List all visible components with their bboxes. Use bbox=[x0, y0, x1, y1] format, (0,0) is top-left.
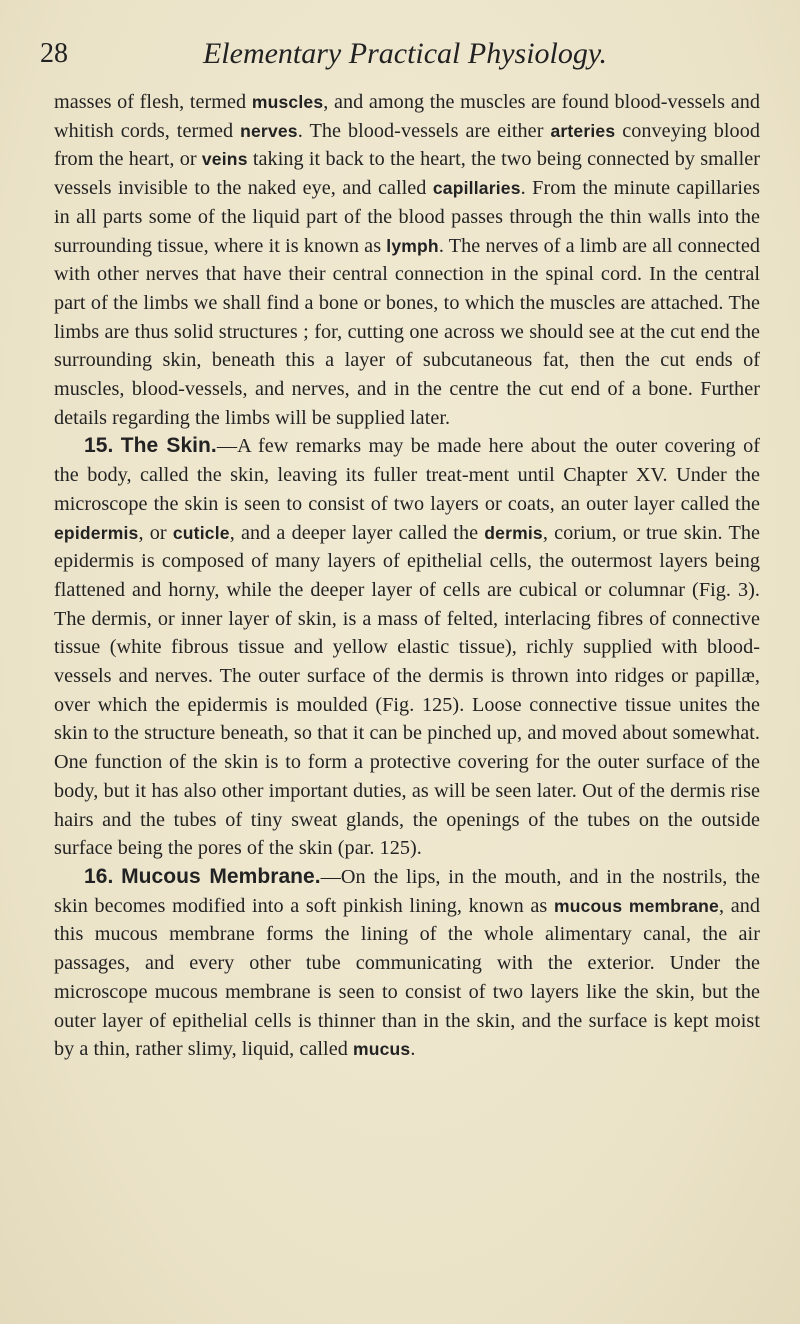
paragraph-limbs bbox=[54, 88, 760, 432]
text-run: —On the lips, in the mouth, and in the nostrils, the skin becomes modified into a soft pinkish lining, known as bbox=[54, 865, 761, 917]
running-title: Elementary Practical Physiology. bbox=[202, 37, 608, 70]
text-run: . bbox=[410, 1038, 416, 1061]
term-muscles: muscles bbox=[251, 92, 324, 112]
body-text bbox=[54, 88, 760, 1064]
text-run: , and among the muscles are found blood-vessels and whitish cords, termed bbox=[54, 91, 760, 142]
text-run: —A few remarks may be made here about the outer covering of the body, called the skin, leaving its fuller treat-ment until Chapter XV. Under the microscope the skin is seen to consist of two layers or coats, an outer layer called the bbox=[54, 435, 760, 515]
term-nerves: nerves bbox=[240, 120, 298, 141]
term-dermis: dermis bbox=[484, 522, 543, 543]
section-16-mucous-membrane bbox=[54, 863, 760, 1064]
section-number: 16. bbox=[84, 864, 114, 888]
text-run: , and a deeper layer called the bbox=[229, 521, 485, 544]
text-run: , and this mucous membrane forms the lining of the whole alimentary canal, the air passages, and every other tube communicating with the exterior. Under the microscope mucous membrane is seen to consist of two layers like the skin, but the outer layer of epithelial cells is thinner than in the skin, and the surface is kept moist by a thin, rather slimy, liquid, called bbox=[54, 894, 760, 1061]
text-run: conveying blood from the heart, or bbox=[54, 119, 760, 171]
term-mucous-membrane: mucous membrane bbox=[553, 895, 719, 916]
section-15-the-skin bbox=[54, 432, 760, 863]
page-header bbox=[40, 34, 770, 74]
section-number: 15. bbox=[84, 434, 114, 458]
term-cuticle: cuticle bbox=[172, 522, 230, 543]
text-run: taking it back to the heart, the two being connected by smaller vessels invisible to the naked eye, and called bbox=[54, 148, 761, 200]
text-run: . The blood-vessels are either bbox=[297, 119, 551, 142]
text-run: . The nerves of a limb are all connected with other nerves that have their central connection in the spinal cord. In the central part of the limbs we shall find a bone or bones, to which the muscles are attached. The limbs are thus solid structures ; for, cutting one across we should see at the cut end the surrounding skin, beneath this a layer of subcutaneous fat, then the cut ends of muscles, blood-vessels, and nerves, and in the centre the cut end of a bone. Further details regarding the limbs will be supplied later. bbox=[54, 234, 760, 429]
page-number: 28 bbox=[40, 38, 68, 69]
text-run: , or bbox=[138, 521, 173, 544]
term-lymph: lymph bbox=[386, 235, 439, 256]
term-arteries: arteries bbox=[550, 120, 616, 141]
term-veins: veins bbox=[201, 149, 248, 170]
text-run: masses of flesh, termed bbox=[54, 91, 252, 113]
term-mucus: mucus bbox=[352, 1039, 411, 1060]
term-epidermis: epidermis bbox=[54, 522, 139, 543]
term-capillaries: capillaries bbox=[432, 178, 521, 199]
text-run: , corium, or true skin. The epidermis is composed of many layers of epithelial cells, the outermost layers being flattened and horny, while the deeper layer of cells are cubical or columnar (Fig. 3). The dermis, or inner layer of skin, is a mass of felted, interlacing fibres of connective tissue (white fibrous tissue and yellow elastic tissue), richly supplied with blood-vessels and nerves. The outer surface of the dermis is thrown into ridges or papillæ, over which the epidermis is moulded (Fig. 125). Loose connective tissue unites the skin to the structure beneath, so that it can be pinched up, and moved about somewhat. One function of the skin is to form a protective covering for the outer surface of the body, but it has also other important duties, as will be seen later. Out of the dermis rise hairs and the tubes of tiny sweat glands, the openings of the tubes on the outside surface being the pores of the skin (par. 125). bbox=[54, 521, 760, 860]
section-title: Mucous Membrane. bbox=[121, 864, 321, 888]
section-title: The Skin. bbox=[120, 434, 217, 458]
text-run: . From the minute capillaries in all parts some of the liquid part of the blood passes through the thin walls into the surrounding tissue, where it is known as bbox=[54, 177, 760, 257]
